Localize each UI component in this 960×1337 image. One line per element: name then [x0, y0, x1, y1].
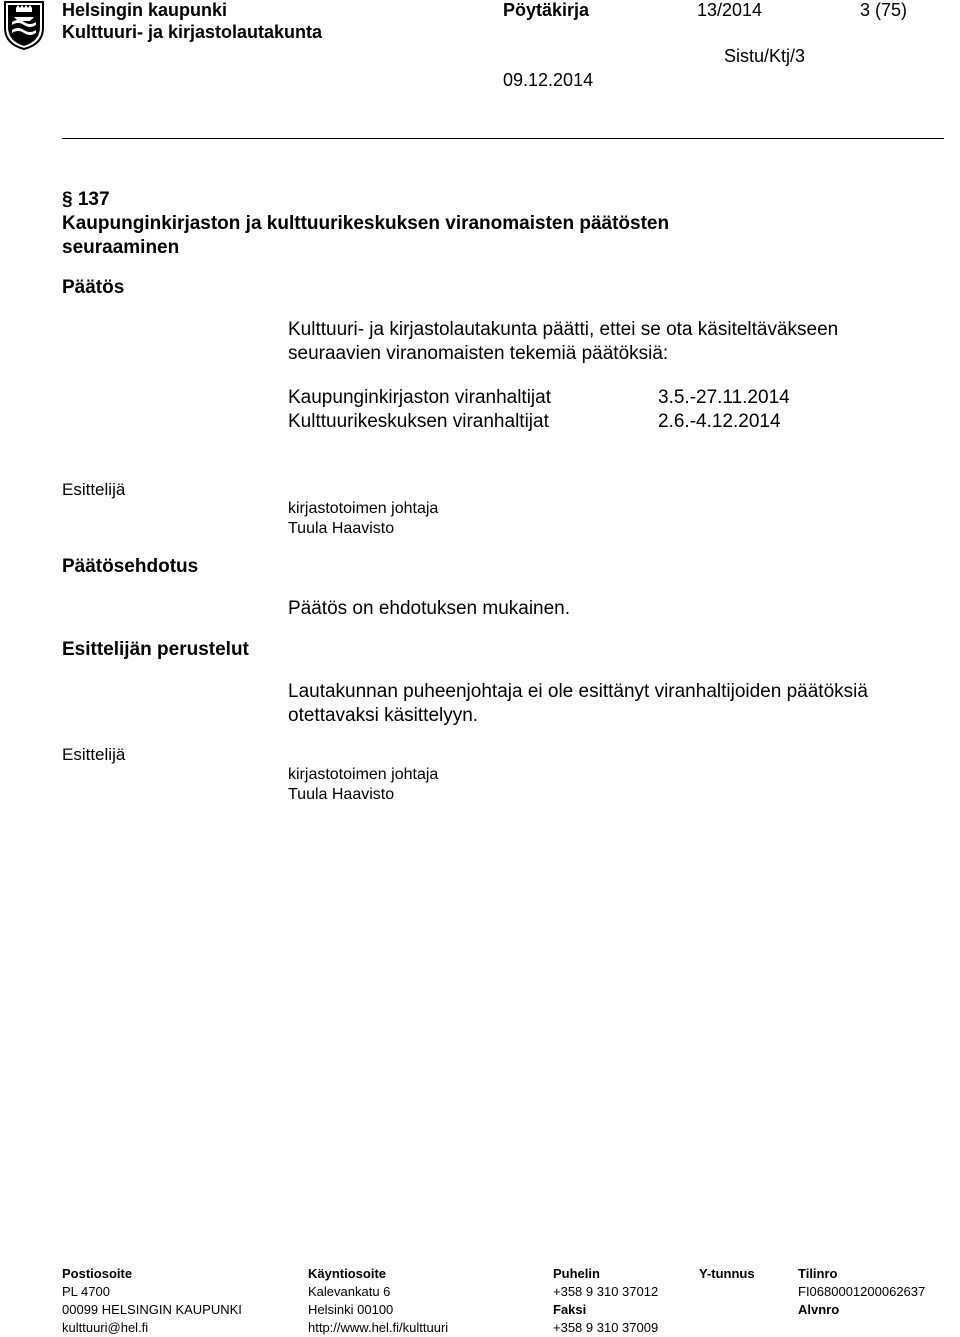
reasons-text-line2: otettavaksi käsittelyyn.	[288, 705, 479, 726]
footer-email: kulttuuri@hel.fi	[62, 1320, 149, 1335]
section-heading	[62, 188, 110, 212]
footer-visit-street: Kalevankatu 6	[308, 1284, 391, 1299]
footer-account-heading: Tilinro	[798, 1266, 838, 1281]
footer-visit-city: Helsinki 00100	[308, 1302, 394, 1317]
footer-website-link[interactable]: http://www.hel.fi/kulttuuri	[308, 1320, 449, 1335]
footer-postal-box: PL 4700	[62, 1284, 110, 1299]
section-title-line1: Kaupunginkirjaston ja kulttuurikeskuksen viranomaisten päätösten	[62, 213, 670, 234]
proposal-text: Päätös on ehdotuksen mukainen.	[288, 598, 571, 619]
reasons-text-line1: Lautakunnan puheenjohtaja ei ole esittänyt viranhaltijoiden päätöksiä	[288, 681, 868, 702]
section-title-line2: seuraaminen	[62, 237, 180, 258]
footer-fax-number: +358 9 310 37009	[553, 1320, 659, 1335]
presenter-name: Tuula Haavisto	[288, 520, 395, 537]
presenter-title: kirjastotoimen johtaja	[288, 500, 439, 517]
footer-phone-number: +358 9 310 37012	[553, 1284, 659, 1299]
section-number: 137	[77, 189, 110, 210]
header-date: 09.12.2014	[503, 70, 594, 90]
footer-postal-heading: Postiosoite	[62, 1266, 133, 1281]
section-symbol: §	[62, 189, 73, 210]
footer-account-number: FI0680001200062637	[798, 1284, 926, 1299]
decision-text-line1: Kulttuuri- ja kirjastolautakunta päätti, ettei se ota käsiteltäväkseen	[288, 319, 839, 340]
presenter-name: Tuula Haavisto	[288, 786, 395, 803]
decision-item-label: Kulttuurikeskuksen viranhaltijat	[288, 411, 549, 432]
presenter-title: kirjastotoimen johtaja	[288, 766, 439, 783]
footer-business-id-heading: Y-tunnus	[699, 1266, 755, 1281]
decision-heading: Päätös	[62, 277, 125, 298]
footer-vat-heading: Alvnro	[798, 1302, 840, 1317]
header-page: 3 (75)	[860, 0, 908, 20]
decision-item-dates: 3.5.-27.11.2014	[658, 387, 790, 408]
header-board: Kulttuuri- ja kirjastolautakunta	[62, 22, 323, 42]
proposal-heading: Päätösehdotus	[62, 556, 199, 577]
footer-phone-heading: Puhelin	[553, 1266, 600, 1281]
header-ref: Sistu/Ktj/3	[724, 46, 806, 66]
reasons-heading: Esittelijän perustelut	[62, 639, 249, 660]
decision-item-dates: 2.6.-4.12.2014	[658, 411, 781, 432]
header-doc-type: Pöytäkirja	[503, 0, 590, 20]
header-divider	[62, 138, 944, 139]
decision-item-label: Kaupunginkirjaston viranhaltijat	[288, 387, 551, 408]
decision-text-line2: seuraavien viranomaisten tekemiä päätöksiä:	[288, 343, 669, 364]
header-city: Helsingin kaupunki	[62, 0, 228, 20]
footer-fax-heading: Faksi	[553, 1302, 587, 1317]
footer-postal-city: 00099 HELSINGIN KAUPUNKI	[62, 1302, 242, 1317]
presenter-label: Esittelijä	[62, 480, 126, 499]
helsinki-crest-logo	[2, 0, 46, 50]
presenter-label: Esittelijä	[62, 745, 126, 764]
footer-visit-heading: Käyntiosoite	[308, 1266, 387, 1281]
header-number: 13/2014	[697, 0, 763, 20]
